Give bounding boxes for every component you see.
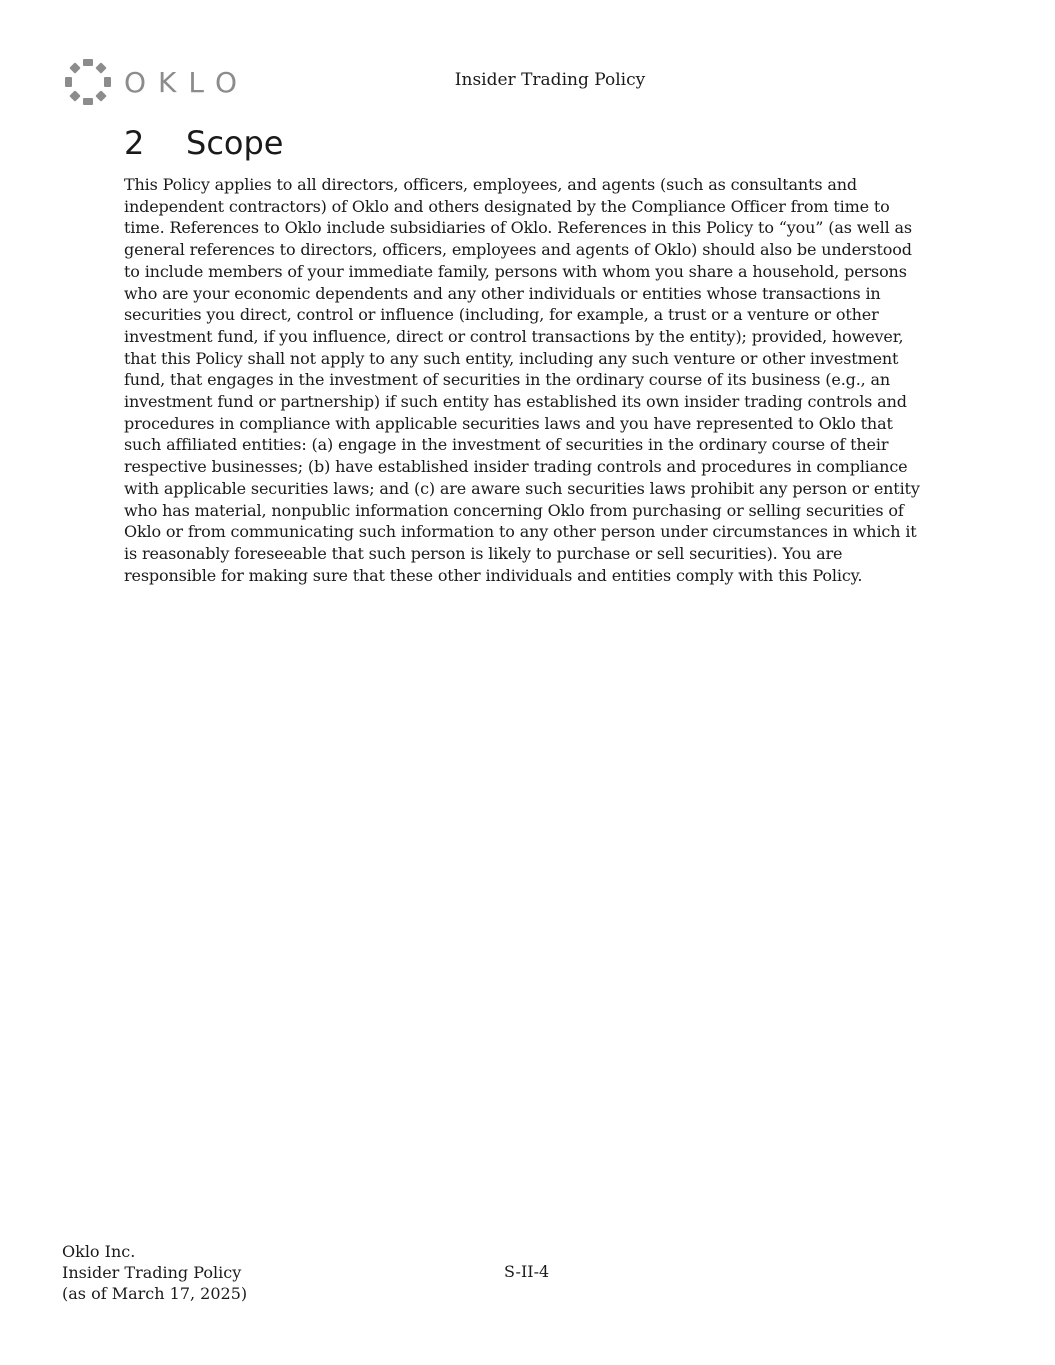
- section-title: Scope: [186, 124, 284, 162]
- logo-wordmark: OKLO: [124, 65, 250, 99]
- section-body-paragraph: This Policy applies to all directors, officers, employees, and agents (such as consultants and independent contractors) of Oklo and others designated by the Compliance Officer from time to time. References to Oklo include subsidiaries of Oklo. References in this Policy to “you” (as well as general references to directors, officers, employees and agents of Oklo) should also be understood to include members of your immediate family, persons with whom you share a household, persons who are your economic dependents and any other individuals or entities whose transactions in securities you direct, control or influence (including, for example, a trust or a venture or other investment fund, if you influence, direct or control transactions by the entity); provided, however, that this Policy shall not apply to any such entity, including any such venture or other investment fund, that engages in the investment of securities in the ordinary course of its business (e.g., an investment fund or partnership) if such entity has established its own insider trading controls and procedures in compliance with applicable securities laws and you have represented to Oklo that such affiliated entities: (a) engage in the investment of securities in the ordinary course of their respective businesses; (b) have established insider trading controls and procedures in compliance with applicable securities laws; and (c) are aware such securities laws prohibit any person or entity who has material, nonpublic information concerning Oklo from purchasing or selling securities of Oklo or from communicating such information to any other person under circumstances in which it is reasonably foreseeable that such person is likely to purchase or sell securities). You are responsible for making sure that these other individuals and entities comply with this Policy.: [124, 175, 920, 585]
- footer-company: Oklo Inc.: [62, 1242, 136, 1261]
- page-number: S-II-4: [504, 1262, 550, 1281]
- footer-as-of-date: (as of March 17, 2025): [62, 1284, 248, 1303]
- section-heading: [124, 124, 283, 162]
- header-title: Insider Trading Policy: [454, 70, 646, 90]
- footer-doc-title: Insider Trading Policy: [62, 1263, 242, 1282]
- section-number: 2: [124, 124, 145, 162]
- footer-info: [62, 1241, 247, 1304]
